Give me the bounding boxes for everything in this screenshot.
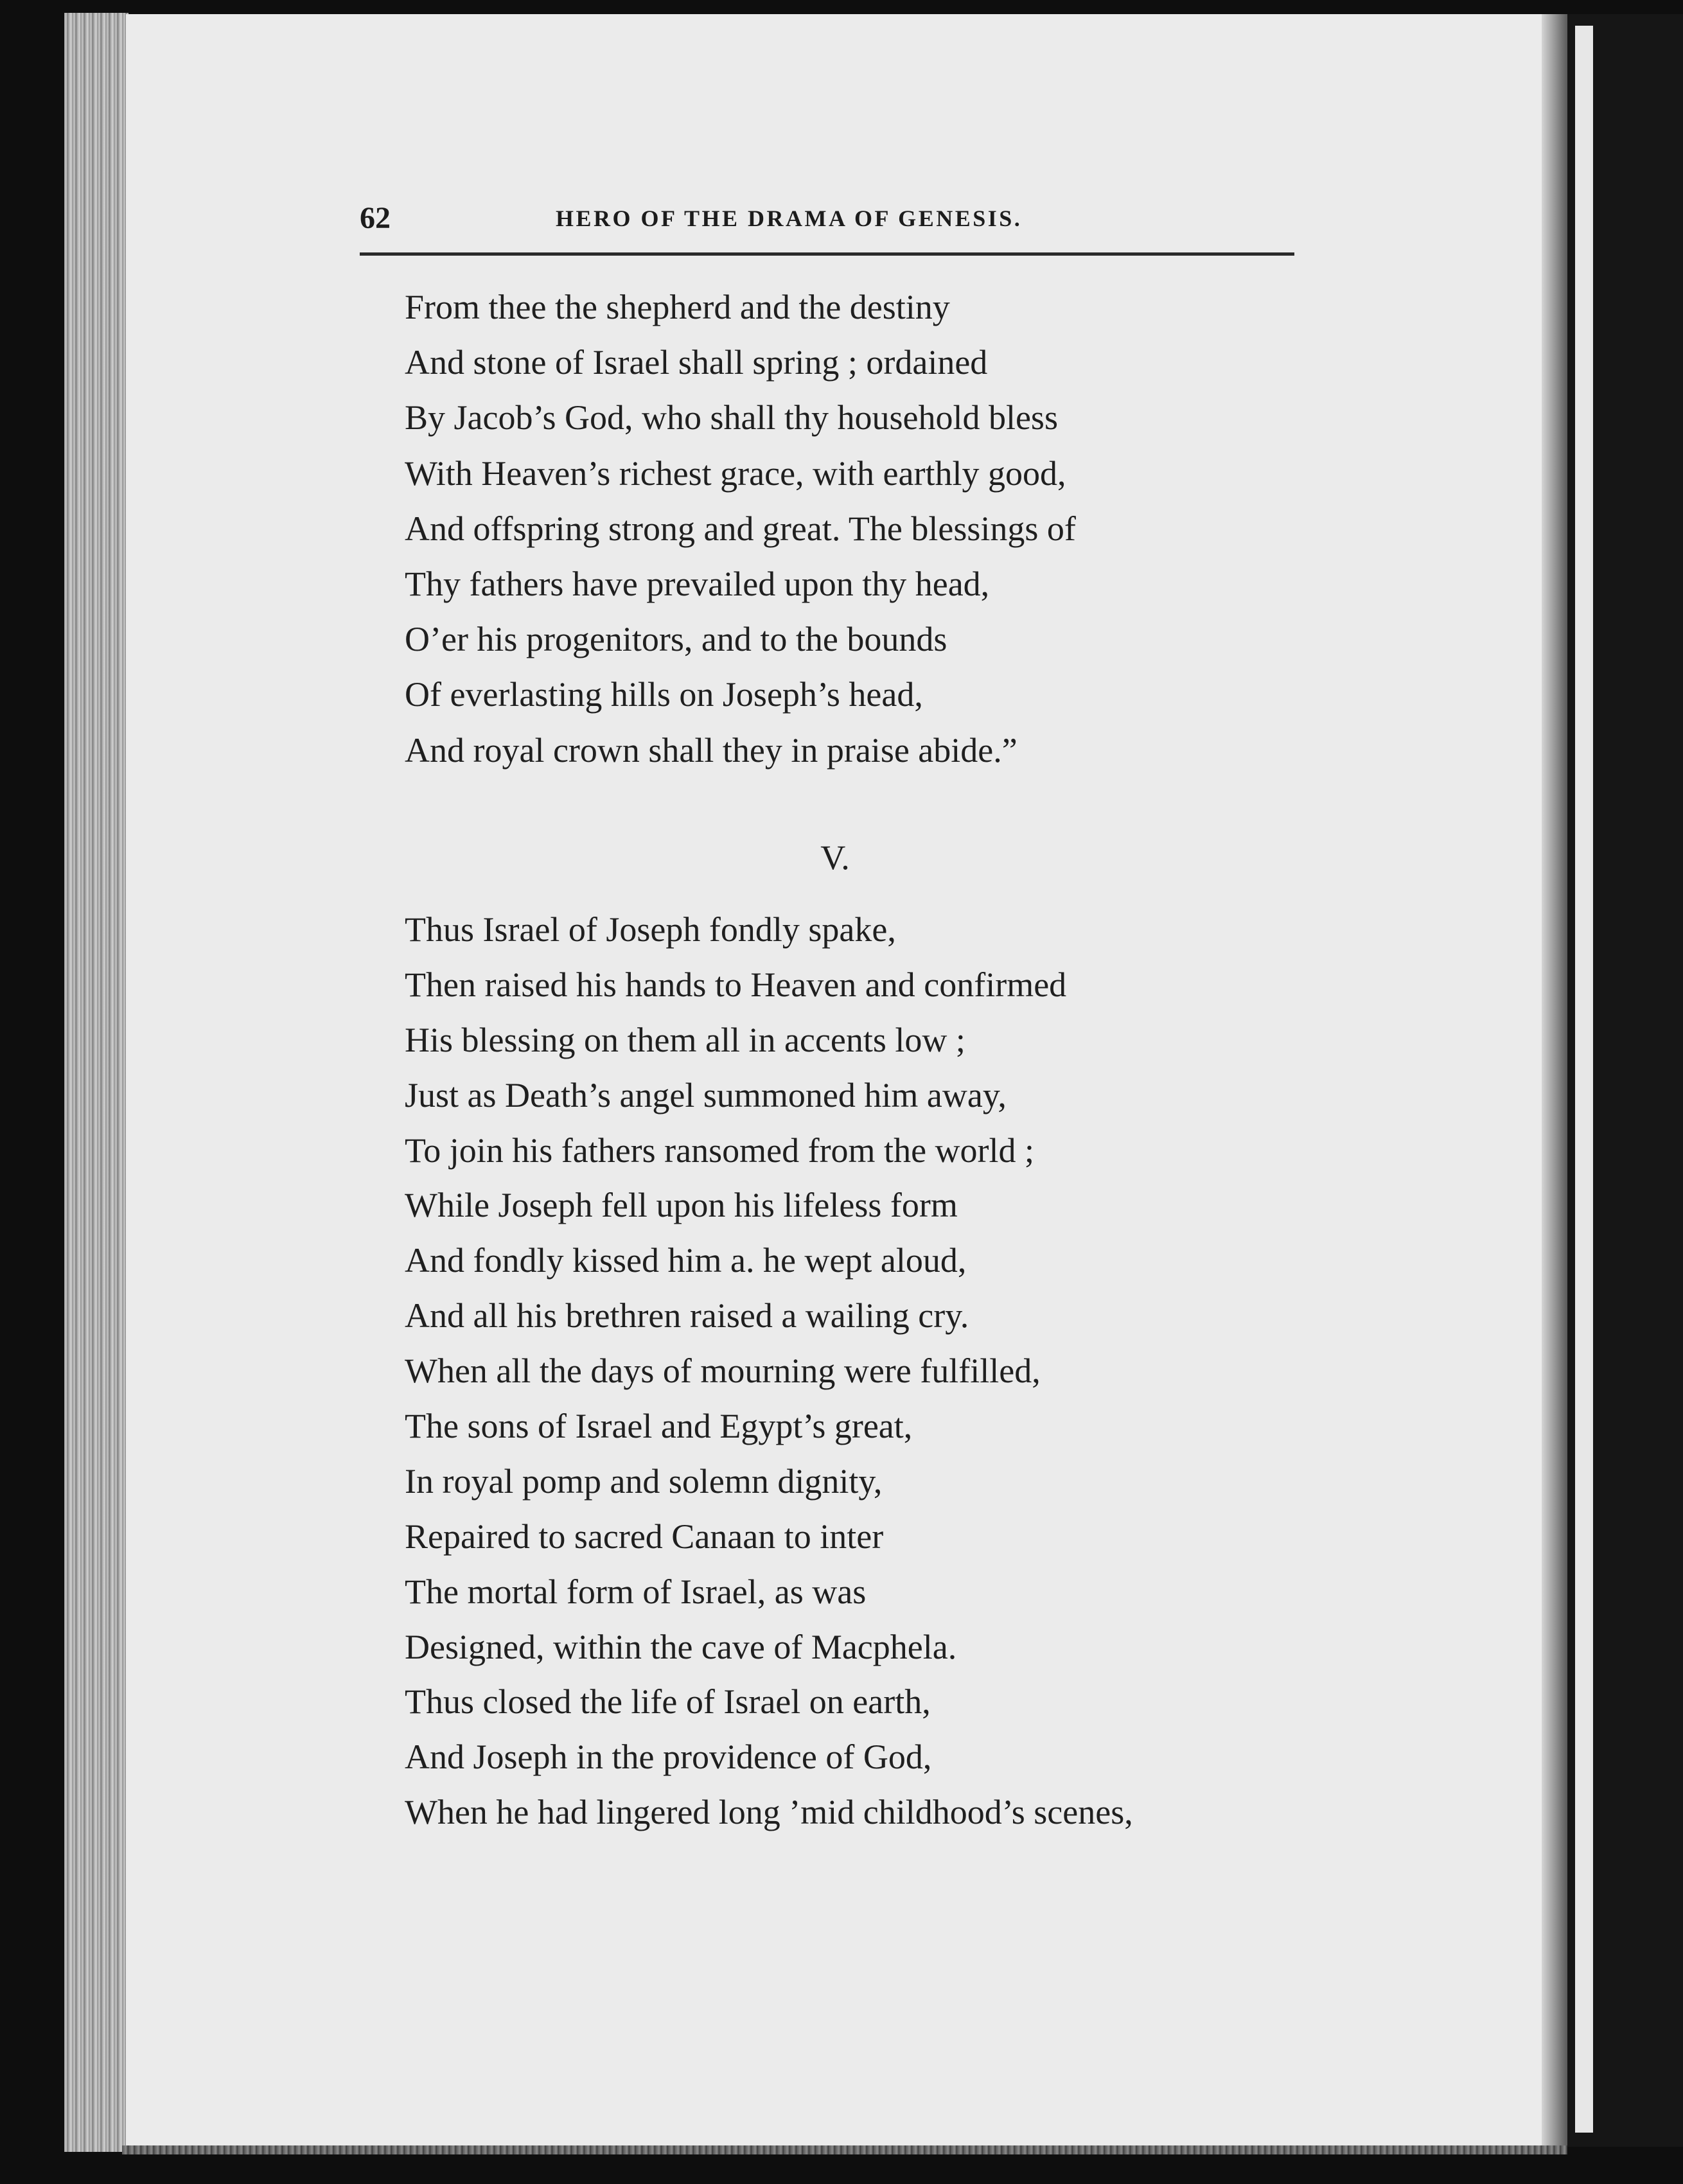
verse-line: Thus closed the life of Israel on earth, (405, 1682, 931, 1722)
verse-line: And fondly kissed him a. he wept aloud, (405, 1241, 967, 1280)
verse-line: Designed, within the cave of Macphela. (405, 1627, 957, 1666)
verse-line: When all the days of mourning were fulfilled, (405, 1352, 1041, 1391)
verse-line: The sons of Israel and Egypt’s great, (405, 1407, 913, 1446)
binding-gutter (64, 13, 128, 2152)
verse-line: The mortal form of Israel, as was (405, 1572, 867, 1611)
verse-line: Just as Death’s angel summoned him away, (405, 1075, 1007, 1114)
verse-line: To join his fathers ransomed from the world ; (405, 1131, 1035, 1170)
verse-line: And all his brethren raised a wailing cry. (405, 1296, 969, 1335)
verse-line: With Heaven’s richest grace, with earthly good, (405, 454, 1066, 493)
running-title: HERO OF THE DRAMA OF GENESIS. (556, 206, 1023, 231)
verse-line: Thus Israel of Joseph fondly spake, (405, 910, 896, 949)
verse-line: Thy fathers have prevailed upon thy head, (405, 564, 990, 603)
verse-line: Then raised his hands to Heaven and confirmed (405, 965, 1067, 1004)
section-numeral: V. (820, 838, 850, 877)
verse-line: And stone of Israel shall spring ; ordained (405, 343, 988, 382)
stanza-1 (405, 279, 1304, 778)
verse-line: And offspring strong and great. The blessings of (405, 509, 1076, 548)
verse-line: His blessing on them all in accents low ; (405, 1020, 965, 1059)
verse-line: Repaired to sacred Canaan to inter (405, 1517, 884, 1556)
verse-line: And royal crown shall they in praise abide.” (405, 730, 1018, 770)
page-number: 62 (360, 201, 391, 235)
running-header (360, 193, 1298, 244)
adjacent-page-strip (1575, 26, 1593, 2133)
verse-line: O’er his progenitors, and to the bounds (405, 620, 947, 659)
header-rule (360, 252, 1294, 256)
page-bottom-edge (122, 2145, 1567, 2154)
verse-line: And Joseph in the providence of God, (405, 1738, 932, 1777)
verse-line: From thee the shepherd and the destiny (405, 288, 950, 326)
verse-line: In royal pomp and solemn dignity, (405, 1461, 883, 1501)
stanza-2 (405, 903, 1304, 1840)
page-edge-shadow (1542, 14, 1567, 2147)
verse-line: When he had lingered long ’mid childhood’s scenes, (405, 1793, 1133, 1832)
verse-line: Of everlasting hills on Joseph’s head, (405, 675, 923, 714)
verse-line: By Jacob’s God, who shall thy household bless (405, 398, 1058, 437)
verse-line: While Joseph fell upon his lifeless form (405, 1186, 958, 1225)
